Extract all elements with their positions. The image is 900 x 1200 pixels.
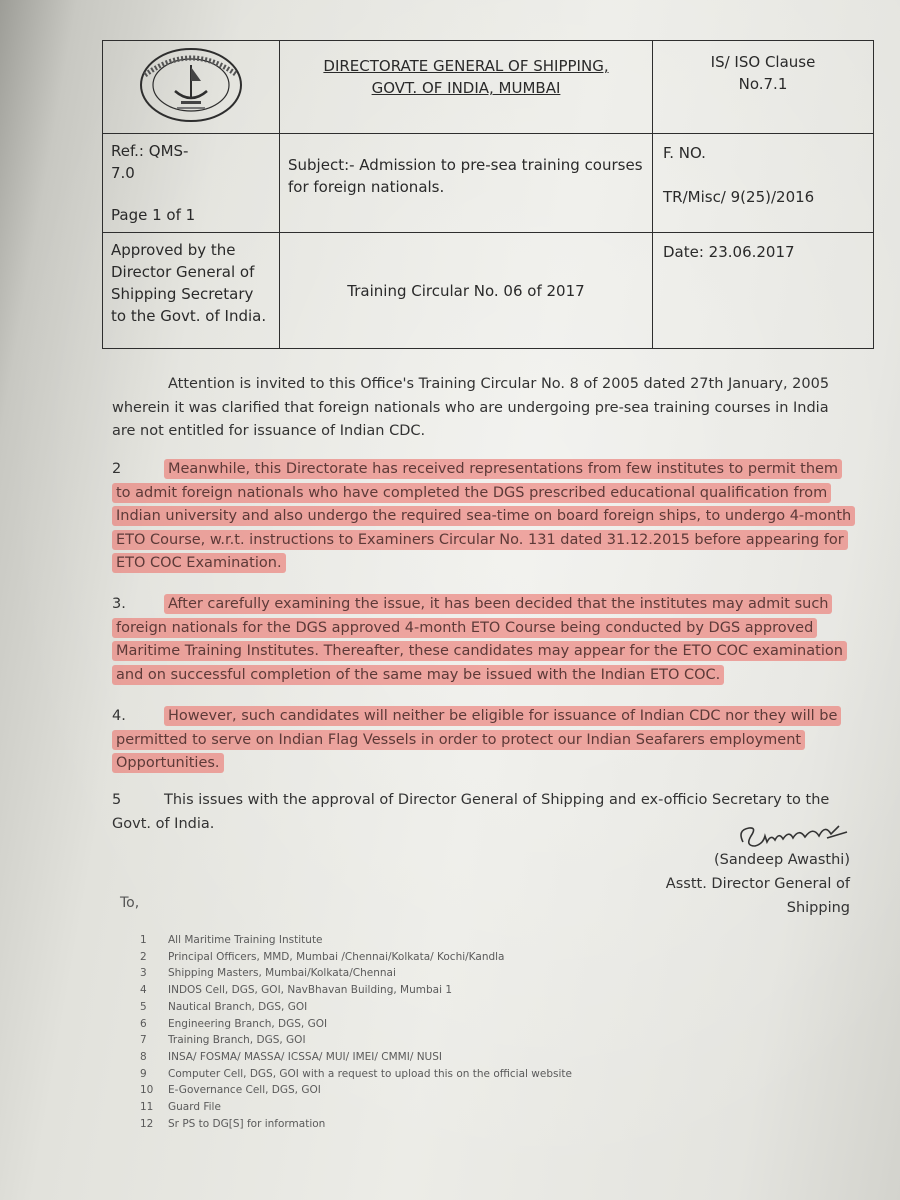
distribution-item [140, 1099, 572, 1116]
distribution-item-text: Engineering Branch, DGS, GOI [168, 1017, 328, 1030]
distribution-item [140, 932, 572, 949]
distribution-item-number: 2 [140, 950, 147, 963]
paragraph-3-text: After carefully examining the issue, it has been decided that the institutes may admit such foreign nationals for the DGS approved 4-month ETO Course being conducted by DGS approved Maritime Training Institutes. Thereafter, these candidates may appear for the ETO COC examination and on successful completion of the same may be issued with the Indian ETO COC. [112, 594, 847, 685]
circular-number: Training Circular No. 06 of 2017 [347, 281, 585, 300]
iso-clause-cell [653, 41, 874, 134]
distribution-item-text: All Maritime Training Institute [168, 934, 323, 946]
approved-by-text: Approved by the Director General of Shipping Secretary to the Govt. of India. [111, 241, 267, 325]
distribution-item-number: 5 [140, 1000, 147, 1013]
distribution-item-text: Computer Cell, DGS, GOI with a request to upload this on the official website [168, 1067, 572, 1080]
header-table [102, 40, 874, 349]
ref-line1: Ref.: QMS- [111, 142, 189, 160]
paragraph-2-text: Meanwhile, this Directorate has received representations from few institutes to permit them to admit foreign nationals who have completed the DGS prescribed educational qualification from Indian university and also undergo the required sea-time on board foreign ships, to undergo 4-month ETO Course, w.r.t. instructions to Examiners Circular No. 131 dated 31.12.2015 before appearing for ETO COC Examination. [112, 459, 855, 573]
paragraph-1-text: Attention is invited to this Office's Training Circular No. 8 of 2005 dated 27th January, 2005 wherein it was clarified that foreign nationals who are undergoing pre-sea training courses in India are not entitled for issuance of Indian CDC. [112, 376, 830, 439]
distribution-item-text: Sr PS to DG[S] for information [168, 1117, 326, 1130]
paragraph-5-number: 5 [112, 792, 122, 808]
paragraph-4-text: However, such candidates will neither be eligible for issuance of Indian CDC nor they will be permitted to serve on Indian Flag Vessels in order to protect our Indian Seafarers employment Opportunities. [112, 706, 841, 773]
distribution-item-number: 10 [140, 1084, 154, 1097]
date-cell [653, 233, 874, 349]
distribution-item [140, 1049, 572, 1066]
distribution-item [140, 1116, 572, 1133]
file-number-cell [653, 134, 874, 233]
signatory-designation: Asstt. Director General of Shipping [665, 876, 850, 916]
logo-cell [103, 41, 280, 134]
paragraph-4 [112, 705, 854, 776]
iso-clause-line2: No.7.1 [738, 75, 788, 93]
distribution-item-number: 4 [140, 984, 147, 997]
distribution-item [140, 999, 572, 1016]
subject-text: Subject:- Admission to pre-sea training courses for foreign nationals. [288, 156, 643, 196]
approval-cell [103, 233, 280, 349]
signatory-block [640, 848, 850, 920]
distribution-item-text: Training Branch, DGS, GOI [168, 1034, 306, 1047]
to-label: To, [120, 895, 140, 911]
distribution-item-number: 8 [140, 1050, 147, 1063]
page-number: Page 1 of 1 [111, 206, 196, 224]
distribution-list [140, 932, 572, 1132]
file-number-value: TR/Misc/ 9(25)/2016 [663, 188, 815, 206]
paragraph-2-number: 2 [112, 461, 122, 477]
distribution-item-number: 11 [140, 1101, 154, 1114]
distribution-item-number: 6 [140, 1017, 147, 1030]
distribution-item-text: INSA/ FOSMA/ MASSA/ ICSSA/ MUI/ IMEI/ CMMI/ NUSI [168, 1050, 442, 1063]
distribution-item [140, 982, 572, 999]
signatory-name: (Sandeep Awasthi) [714, 852, 850, 868]
paragraph-3-number: 3. [112, 596, 126, 612]
file-number-label: F. NO. [663, 144, 706, 162]
organization-cell [280, 41, 653, 134]
ref-line2: 7.0 [111, 164, 135, 182]
distribution-item [140, 1032, 572, 1049]
distribution-item-text: Guard File [168, 1101, 221, 1114]
iso-clause-line1: IS/ ISO Clause [710, 53, 816, 71]
distribution-item-number: 7 [140, 1034, 147, 1047]
paragraph-5-text: This issues with the approval of Director General of Shipping and ex-officio Secretary to the Govt. of India. [112, 792, 830, 832]
distribution-item-text: E-Governance Cell, DGS, GOI [168, 1084, 321, 1097]
distribution-item [140, 1082, 572, 1099]
distribution-item [140, 1066, 572, 1083]
circular-date: Date: 23.06.2017 [663, 243, 795, 261]
distribution-item-number: 12 [140, 1117, 154, 1130]
ref-cell [103, 134, 280, 233]
org-name-line2: GOVT. OF INDIA, MUMBAI [371, 79, 561, 97]
distribution-item [140, 965, 572, 982]
paragraph-2 [112, 458, 854, 576]
paragraph-4-number: 4. [112, 708, 126, 724]
distribution-item-number: 3 [140, 967, 147, 980]
paragraph-1 [112, 373, 854, 444]
distribution-item-text: Principal Officers, MMD, Mumbai /Chennai/Kolkata/ Kochi/Kandla [168, 950, 505, 963]
distribution-item-text: Nautical Branch, DGS, GOI [168, 1000, 308, 1013]
distribution-item-text: Shipping Masters, Mumbai/Kolkata/Chennai [168, 967, 396, 980]
circular-cell [280, 233, 653, 349]
distribution-item [140, 949, 572, 966]
dgs-emblem-icon [131, 45, 251, 123]
subject-cell [280, 134, 653, 233]
paragraph-3 [112, 593, 854, 687]
distribution-item [140, 1016, 572, 1033]
distribution-item-number: 1 [140, 934, 147, 946]
distribution-item-text: INDOS Cell, DGS, GOI, NavBhavan Building, Mumbai 1 [168, 984, 453, 997]
distribution-item-number: 9 [140, 1067, 147, 1080]
org-name-line1: DIRECTORATE GENERAL OF SHIPPING, [323, 57, 609, 75]
